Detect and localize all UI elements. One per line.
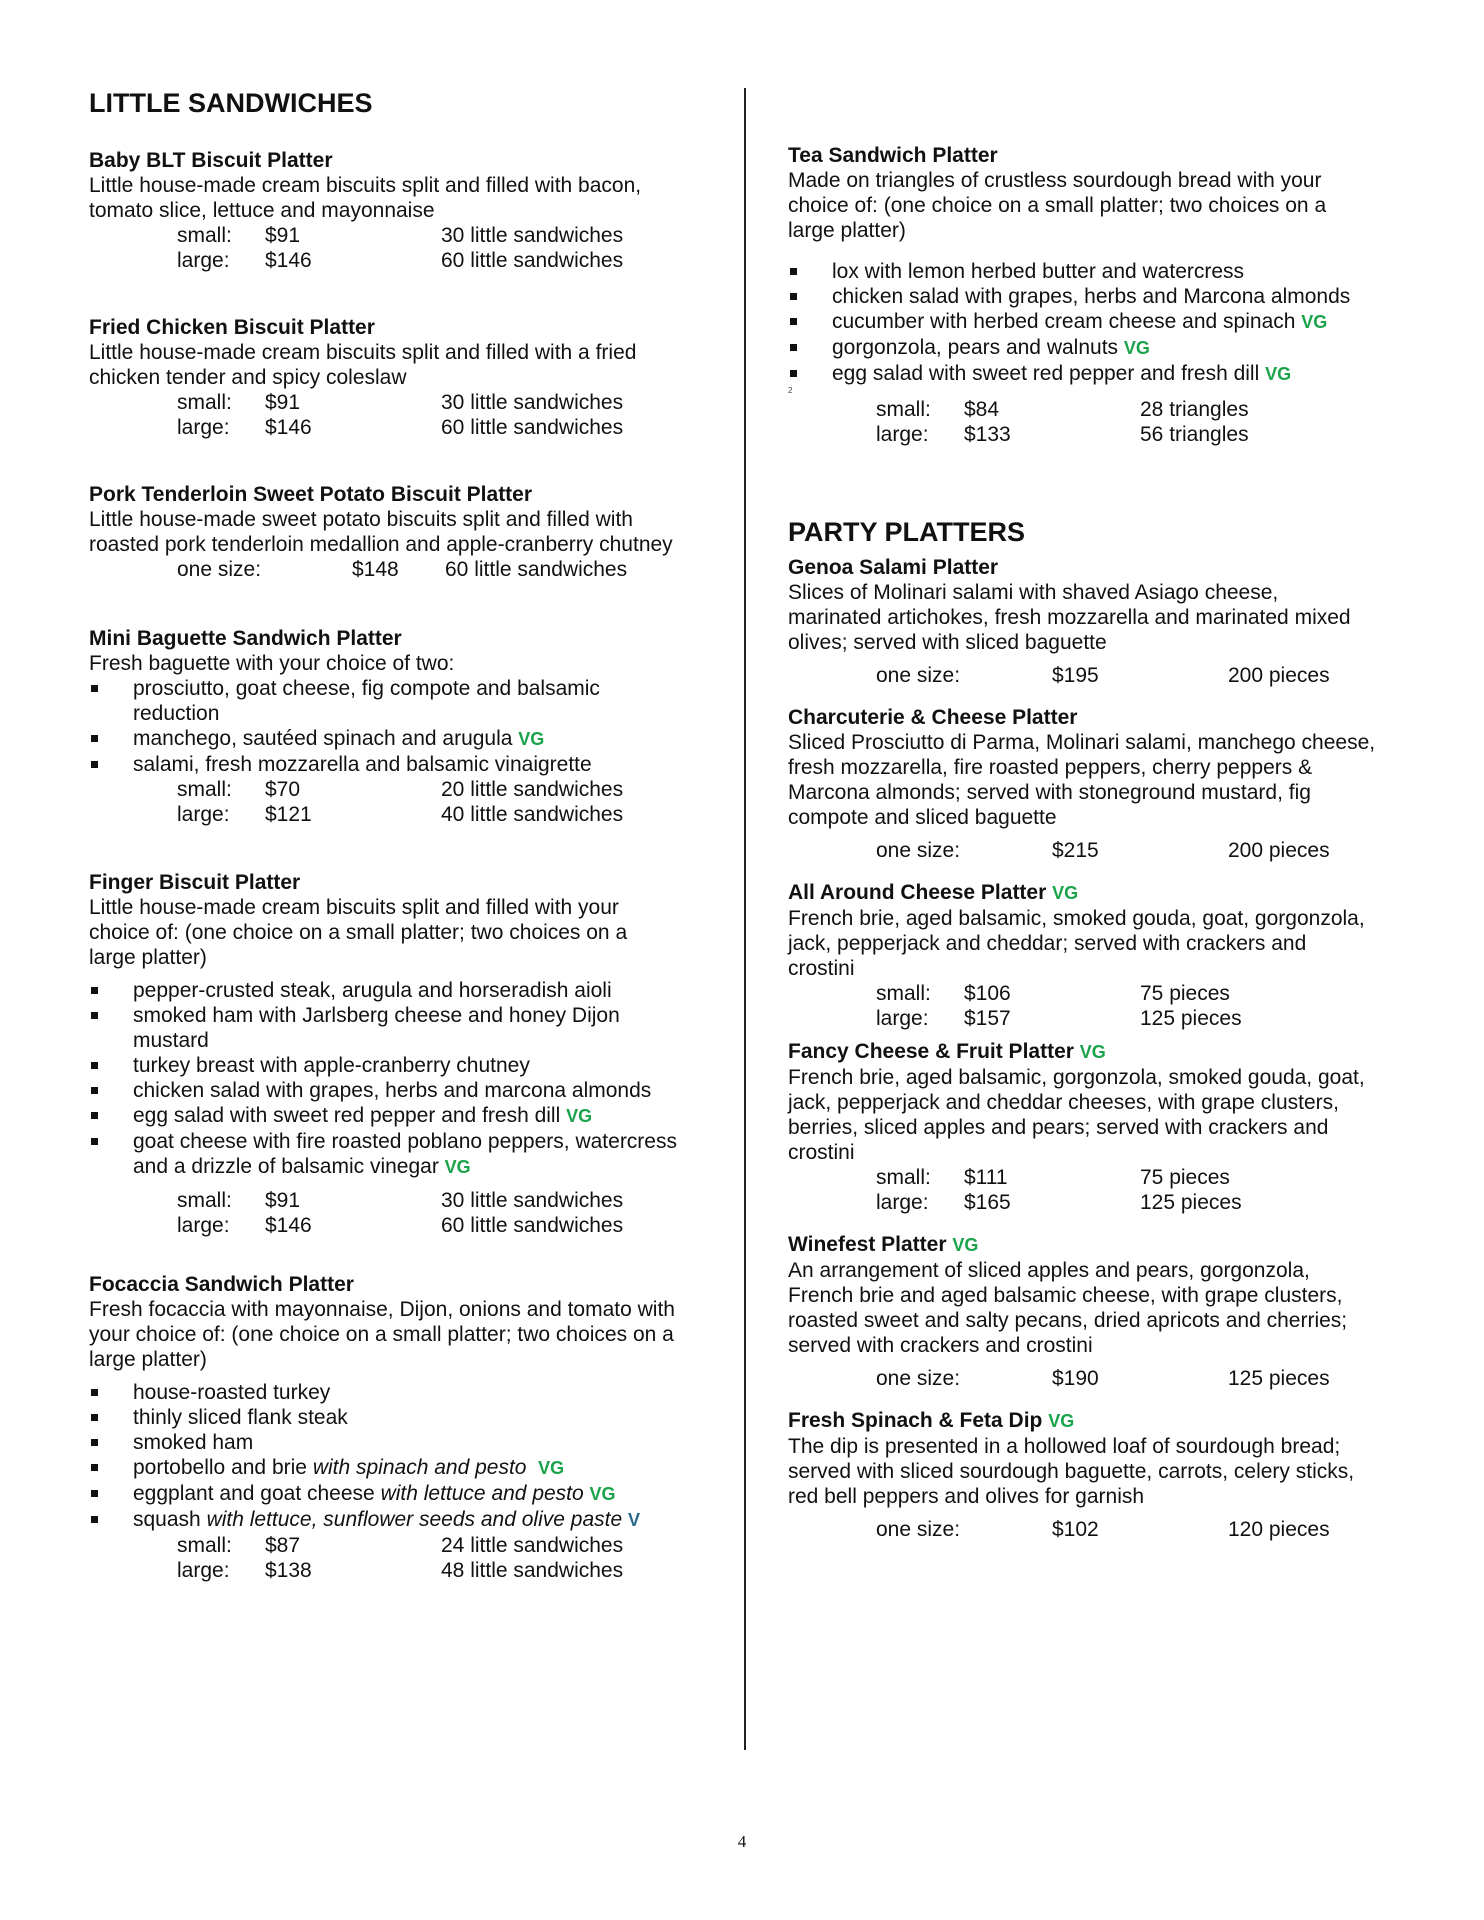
price-size: small: (177, 1189, 232, 1212)
menu-item-tea-sandwich (788, 143, 1408, 447)
section-heading-party-platters: PARTY PLATTERS (788, 517, 1026, 547)
price-qty: 28 triangles (1140, 398, 1249, 421)
price-size: one size: (876, 664, 961, 687)
price-size: one size: (177, 558, 262, 581)
price-row (89, 1188, 729, 1213)
item-title: Pork Tenderloin Sweet Potato Biscuit Platter (89, 483, 533, 506)
section-heading-little-sandwiches: LITTLE SANDWICHES (89, 88, 373, 118)
option-list (788, 259, 1408, 387)
list-item: lox with lemon herbed butter and watercress (788, 259, 1408, 284)
price-size: one size: (876, 839, 961, 862)
menu-item-charcuterie (788, 705, 1408, 863)
price-value: $70 (265, 778, 301, 801)
vegetarian-tag: VG (566, 1106, 593, 1126)
list-item: prosciutto, goat cheese, fig compote and balsamic reduction (89, 676, 729, 726)
price-row (89, 802, 729, 827)
price-qty: 200 pieces (1228, 839, 1330, 862)
price-qty: 48 little sandwiches (441, 1559, 624, 1582)
list-item: thinly sliced flank steak (89, 1405, 729, 1430)
price-size: small: (876, 982, 931, 1005)
list-item: manchego, sautéed spinach and arugula VG (89, 726, 729, 752)
price-value: $91 (265, 1189, 301, 1212)
item-desc: An arrangement of sliced apples and pears, gorgonzola, (788, 1259, 1310, 1282)
price-qty: 24 little sandwiches (441, 1534, 624, 1557)
item-title: Fresh Spinach & Feta Dip VG (788, 1409, 1075, 1432)
menu-item-all-around-cheese (788, 880, 1408, 1031)
price-row (89, 777, 729, 802)
item-desc: Little house-made sweet potato biscuits split and filled with (89, 508, 633, 531)
item-title: Fancy Cheese & Fruit Platter VG (788, 1040, 1106, 1063)
item-desc: Slices of Molinari salami with shaved Asiago cheese, (788, 581, 1279, 604)
price-value: $165 (964, 1191, 1011, 1214)
price-value: $148 (352, 558, 399, 581)
price-value: $84 (964, 398, 1000, 421)
price-value: $146 (265, 416, 312, 439)
list-item: smoked ham with Jarlsberg cheese and honey Dijon mustard (89, 1003, 729, 1053)
price-row (788, 1190, 1408, 1215)
menu-item-genoa-salami (788, 555, 1408, 688)
price-value: $91 (265, 391, 301, 414)
item-title: Mini Baguette Sandwich Platter (89, 627, 402, 650)
item-desc: French brie and aged balsamic cheese, with grape clusters, (788, 1284, 1343, 1307)
item-desc: large platter) (89, 946, 207, 969)
price-value: $133 (964, 423, 1011, 446)
item-desc: your choice of: (one choice on a small platter; two choices on a (89, 1323, 674, 1346)
price-row (89, 1558, 729, 1583)
price-size: large: (177, 249, 230, 272)
item-title: All Around Cheese Platter VG (788, 881, 1079, 904)
price-qty: 30 little sandwiches (441, 1189, 624, 1212)
vegetarian-tag: VG (1052, 883, 1079, 903)
price-row (89, 223, 729, 248)
list-item: portobello and brie with spinach and pesto VG (89, 1455, 729, 1481)
price-size: small: (177, 224, 232, 247)
price-row (788, 981, 1408, 1006)
price-qty: 125 pieces (1140, 1191, 1242, 1214)
item-desc: large platter) (89, 1348, 207, 1371)
vegetarian-tag: VG (952, 1235, 979, 1255)
vegetarian-tag: VG (1265, 364, 1292, 384)
price-qty: 125 pieces (1228, 1367, 1330, 1390)
price-value: $215 (1052, 839, 1099, 862)
price-row (788, 663, 1408, 688)
vegetarian-tag: VG (444, 1157, 471, 1177)
item-title: Genoa Salami Platter (788, 556, 999, 579)
vegetarian-tag: VG (1301, 312, 1328, 332)
price-size: large: (177, 1559, 230, 1582)
price-size: large: (876, 1007, 929, 1030)
item-title: Winefest Platter VG (788, 1233, 979, 1256)
menu-item-fried-chicken (89, 315, 729, 440)
vegetarian-tag: VG (518, 729, 545, 749)
price-row (788, 422, 1408, 447)
item-desc: French brie, aged balsamic, gorgonzola, smoked gouda, goat, (788, 1066, 1365, 1089)
page-number: 4 (737, 1832, 747, 1851)
price-row (89, 1533, 729, 1558)
vegan-tag: V (627, 1510, 640, 1530)
item-title: Fried Chicken Biscuit Platter (89, 316, 375, 339)
price-row (89, 248, 729, 273)
price-value: $111 (964, 1166, 1008, 1189)
list-item: goat cheese with fire roasted poblano peppers, watercress and a drizzle of balsamic vinegar VG (89, 1129, 729, 1180)
list-item: egg salad with sweet red pepper and fresh dill VG (89, 1103, 729, 1129)
item-desc: berries, sliced apples and pears; served with crackers and (788, 1116, 1329, 1139)
price-value: $102 (1052, 1518, 1099, 1541)
price-row (788, 1006, 1408, 1031)
price-size: one size: (876, 1367, 961, 1390)
price-value: $146 (265, 249, 312, 272)
vegetarian-tag: VG (589, 1484, 616, 1504)
price-row (788, 1366, 1408, 1391)
price-qty: 30 little sandwiches (441, 391, 624, 414)
item-desc: crostini (788, 1141, 855, 1164)
list-item: smoked ham (89, 1430, 729, 1455)
list-item: squash with lettuce, sunflower seeds and olive paste V (89, 1507, 729, 1533)
item-desc: red bell peppers and olives for garnish (788, 1485, 1145, 1508)
price-value: $87 (265, 1534, 301, 1557)
item-desc: tomato slice, lettuce and mayonnaise (89, 199, 435, 222)
item-desc: choice of: (one choice on a small platter; two choices on a (89, 921, 628, 944)
price-row (788, 397, 1408, 422)
item-title: Baby BLT Biscuit Platter (89, 149, 333, 172)
price-row (788, 1165, 1408, 1190)
vegetarian-tag: VG (1079, 1042, 1106, 1062)
item-desc: jack, pepperjack and cheddar; served with crackers and (788, 932, 1307, 955)
item-desc: served with sliced sourdough baguette, carrots, celery sticks, (788, 1460, 1355, 1483)
price-qty: 60 little sandwiches (445, 558, 628, 581)
price-qty: 20 little sandwiches (441, 778, 624, 801)
price-value: $190 (1052, 1367, 1099, 1390)
option-list (89, 1380, 729, 1533)
item-desc: Made on triangles of crustless sourdough bread with your (788, 169, 1322, 192)
menu-item-baby-blt (89, 148, 729, 273)
price-row (89, 1213, 729, 1238)
price-size: large: (177, 1214, 230, 1237)
list-item: salami, fresh mozzarella and balsamic vinaigrette (89, 752, 729, 777)
price-qty: 56 triangles (1140, 423, 1249, 446)
price-size: large: (177, 803, 230, 826)
item-desc: choice of: (one choice on a small platter; two choices on a (788, 194, 1327, 217)
menu-item-spinach-feta-dip (788, 1408, 1408, 1542)
price-row (89, 390, 729, 415)
right-column (788, 143, 1408, 1542)
price-value: $146 (265, 1214, 312, 1237)
list-item: egg salad with sweet red pepper and fresh dill VG (788, 361, 1408, 387)
item-desc: jack, pepperjack and cheddar cheeses, with grape clusters, (788, 1091, 1339, 1114)
price-row (788, 1517, 1408, 1542)
price-size: large: (876, 1191, 929, 1214)
column-divider (744, 88, 746, 1750)
item-desc: olives; served with sliced baguette (788, 631, 1107, 654)
item-desc: The dip is presented in a hollowed loaf of sourdough bread; (788, 1435, 1341, 1458)
price-size: large: (876, 423, 929, 446)
price-size: small: (876, 398, 931, 421)
price-qty: 60 little sandwiches (441, 416, 624, 439)
menu-item-pork-tenderloin (89, 482, 729, 582)
item-title: Tea Sandwich Platter (788, 144, 998, 167)
list-item: gorgonzola, pears and walnuts VG (788, 335, 1408, 361)
list-item: turkey breast with apple-cranberry chutney (89, 1053, 729, 1078)
list-item: house-roasted turkey (89, 1380, 729, 1405)
price-qty: 60 little sandwiches (441, 249, 624, 272)
vegetarian-tag: VG (1048, 1411, 1075, 1431)
price-row (89, 415, 729, 440)
item-title: Charcuterie & Cheese Platter (788, 706, 1078, 729)
price-qty: 30 little sandwiches (441, 224, 624, 247)
vegetarian-tag: VG (538, 1458, 565, 1478)
list-item: chicken salad with grapes, herbs and marcona almonds (89, 1078, 729, 1103)
item-desc: marinated artichokes, fresh mozzarella and marinated mixed (788, 606, 1351, 629)
item-desc: served with crackers and crostini (788, 1334, 1093, 1357)
price-size: one size: (876, 1518, 961, 1541)
price-value: $91 (265, 224, 301, 247)
list-item: pepper-crusted steak, arugula and horseradish aioli (89, 978, 729, 1003)
list-item: chicken salad with grapes, herbs and Marcona almonds (788, 284, 1408, 309)
price-value: $157 (964, 1007, 1011, 1030)
price-qty: 75 pieces (1140, 982, 1230, 1005)
price-value: $138 (265, 1559, 312, 1582)
item-desc: roasted sweet and salty pecans, dried apricots and cherries; (788, 1309, 1348, 1332)
item-desc: chicken tender and spicy coleslaw (89, 366, 407, 389)
item-desc: Fresh baguette with your choice of two: (89, 652, 455, 675)
menu-item-fancy-cheese-fruit (788, 1039, 1408, 1215)
price-size: small: (177, 391, 232, 414)
item-desc: roasted pork tenderloin medallion and apple-cranberry chutney (89, 533, 673, 556)
item-title: Focaccia Sandwich Platter (89, 1273, 354, 1296)
left-column (89, 88, 729, 1583)
price-size: large: (177, 416, 230, 439)
price-qty: 120 pieces (1228, 1518, 1330, 1541)
price-qty: 75 pieces (1140, 1166, 1230, 1189)
item-desc: Little house-made cream biscuits split and filled with your (89, 896, 619, 919)
item-desc: Little house-made cream biscuits split and filled with bacon, (89, 174, 642, 197)
list-item: cucumber with herbed cream cheese and spinach VG (788, 309, 1408, 335)
price-size: small: (876, 1166, 931, 1189)
price-qty: 200 pieces (1228, 664, 1330, 687)
price-size: small: (177, 778, 232, 801)
option-list (89, 676, 729, 777)
price-row (89, 557, 729, 582)
price-value: $121 (265, 803, 312, 826)
price-size: small: (177, 1534, 232, 1557)
item-desc: Marcona almonds; served with stoneground mustard, fig (788, 781, 1311, 804)
item-desc: Fresh focaccia with mayonnaise, Dijon, onions and tomato with (89, 1298, 675, 1321)
option-list (89, 978, 729, 1180)
menu-item-winefest (788, 1232, 1408, 1391)
list-item: eggplant and goat cheese with lettuce and pesto VG (89, 1481, 729, 1507)
item-desc: crostini (788, 957, 855, 980)
footnote-marker: 2 (788, 386, 793, 395)
price-qty: 125 pieces (1140, 1007, 1242, 1030)
menu-item-finger-biscuit (89, 870, 729, 1238)
price-value: $106 (964, 982, 1011, 1005)
price-value: $195 (1052, 664, 1099, 687)
item-desc: compote and sliced baguette (788, 806, 1057, 829)
price-row (788, 838, 1408, 863)
item-desc: Sliced Prosciutto di Parma, Molinari salami, manchego cheese, (788, 731, 1376, 754)
item-desc: Little house-made cream biscuits split and filled with a fried (89, 341, 637, 364)
price-qty: 40 little sandwiches (441, 803, 624, 826)
menu-item-focaccia (89, 1272, 729, 1583)
price-qty: 60 little sandwiches (441, 1214, 624, 1237)
item-desc: large platter) (788, 219, 906, 242)
menu-item-mini-baguette (89, 626, 729, 827)
item-desc: fresh mozzarella, fire roasted peppers, cherry peppers & (788, 756, 1313, 779)
vegetarian-tag: VG (1123, 338, 1150, 358)
item-title: Finger Biscuit Platter (89, 871, 301, 894)
item-desc: French brie, aged balsamic, smoked gouda, goat, gorgonzola, (788, 907, 1365, 930)
